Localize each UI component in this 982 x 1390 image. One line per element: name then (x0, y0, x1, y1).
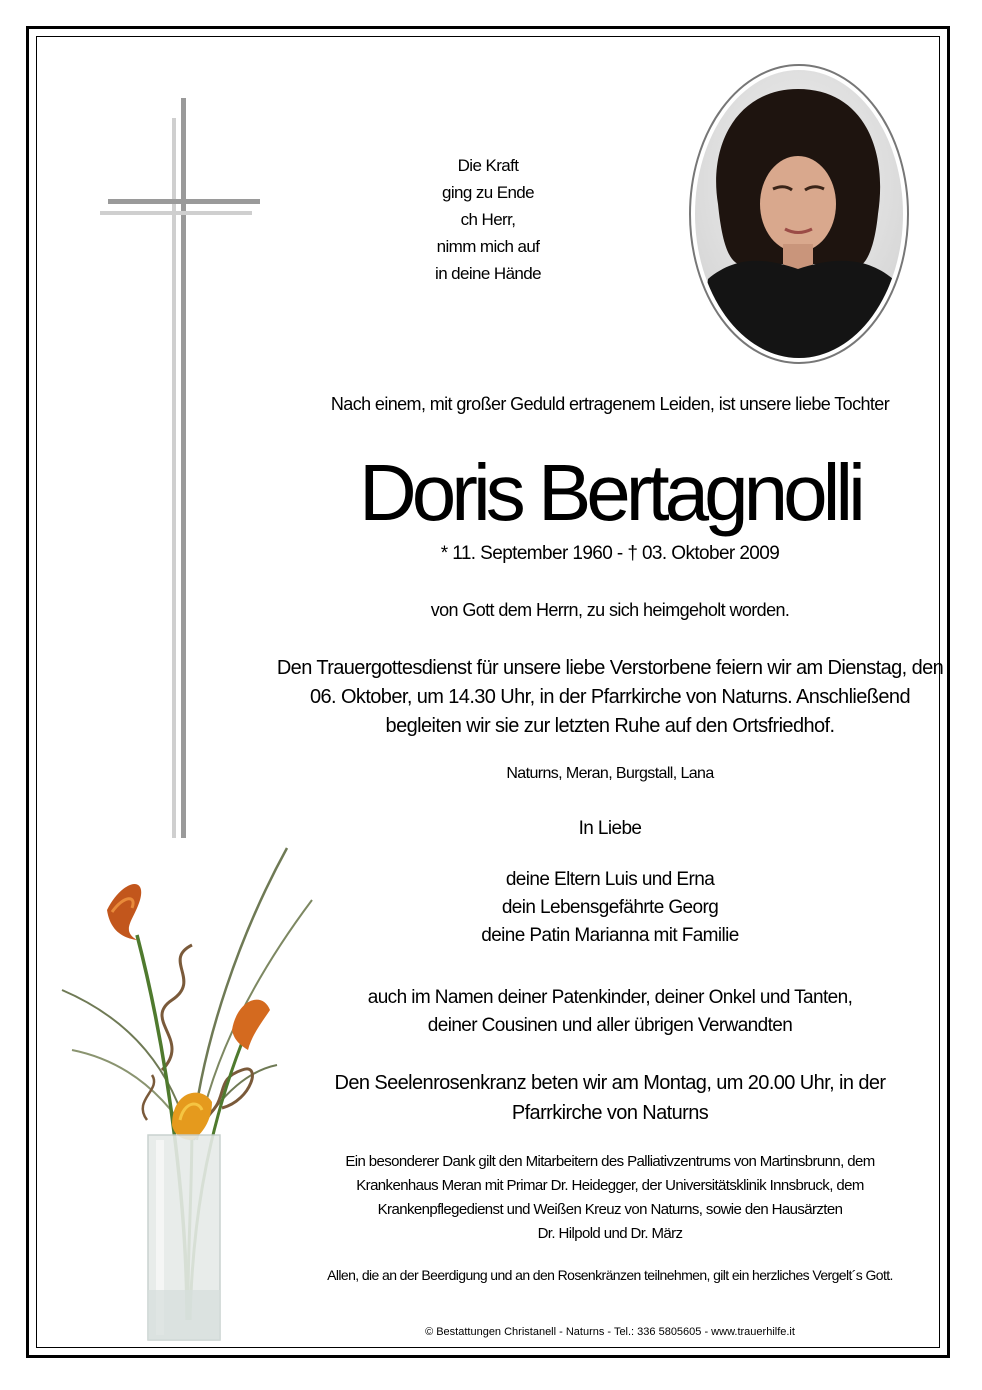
footer-credit: © Bestattungen Christanell - Naturns - Tel.: 336 5805605 - www.trauerhilfe.it (425, 1326, 795, 1338)
life-dates: * 11. September 1960 - † 03. Oktober 2009 (440, 543, 780, 564)
verse (398, 152, 578, 287)
mourner: deine Patin Marianna mit Familie (481, 925, 739, 946)
thanks-notice (300, 1150, 920, 1246)
funeral-notice (260, 654, 960, 741)
also-on-behalf (300, 984, 920, 1040)
gratitude-line: Allen, die an der Beerdigung und an den Rosenkränzen teilnehmen, gilt ein herzliches Vergelt´s Gott. (327, 1267, 893, 1283)
verse-line: in deine Hände (435, 264, 541, 283)
mourners-list (330, 866, 890, 950)
in-love: In Liebe (578, 818, 642, 839)
rosary-line: Den Seelenrosenkranz beten wir am Montag, um 20.00 Uhr, in der (334, 1072, 886, 1094)
returned-text: von Gott dem Herrn, zu sich heimgeholt worden. (430, 600, 790, 620)
deceased-name: Doris Bertagnolli (359, 448, 861, 537)
calla-lily-vase-image (52, 840, 322, 1345)
rosary-notice (300, 1068, 920, 1128)
funeral-line: Den Trauergottesdienst für unsere liebe Verstorbene feiern wir am Dienstag, den (276, 657, 944, 679)
verse-line: Die Kraft (457, 156, 519, 175)
intro-text: Nach einem, mit großer Geduld ertragenem Leiden, ist unsere liebe Tochter (330, 394, 890, 414)
funeral-line: begleiten wir sie zur letzten Ruhe auf den Ortsfriedhof. (385, 715, 835, 737)
thanks-line: Ein besonderer Dank gilt den Mitarbeitern des Palliativzentrums von Martinsbrunn, dem (345, 1153, 875, 1170)
funeral-line: 06. Oktober, um 14.30 Uhr, in der Pfarrkirche von Naturns. Anschließend (310, 686, 910, 708)
verse-line: nimm mich auf (436, 237, 540, 256)
mourner: deine Eltern Luis und Erna (505, 869, 715, 890)
rosary-line: Pfarrkirche von Naturns (511, 1102, 709, 1124)
places: Naturns, Meran, Burgstall, Lana (506, 765, 714, 782)
mourner: dein Lebensgefährte Georg (501, 897, 719, 918)
portrait-photo (688, 64, 910, 364)
thanks-line: Krankenpflegedienst und Weißen Kreuz von Naturns, sowie den Hausärzten (377, 1201, 843, 1218)
verse-line: ch Herr, (460, 210, 516, 229)
also-line: deiner Cousinen und aller übrigen Verwandten (427, 1015, 793, 1036)
verse-line: ging zu Ende (441, 183, 535, 202)
also-line: auch im Namen deiner Patenkinder, deiner Onkel und Tanten, (367, 987, 853, 1008)
thanks-line: Krankenhaus Meran mit Primar Dr. Heidegger, der Universitätsklinik Innsbruck, dem (356, 1177, 864, 1194)
thanks-line: Dr. Hilpold und Dr. März (537, 1225, 683, 1242)
